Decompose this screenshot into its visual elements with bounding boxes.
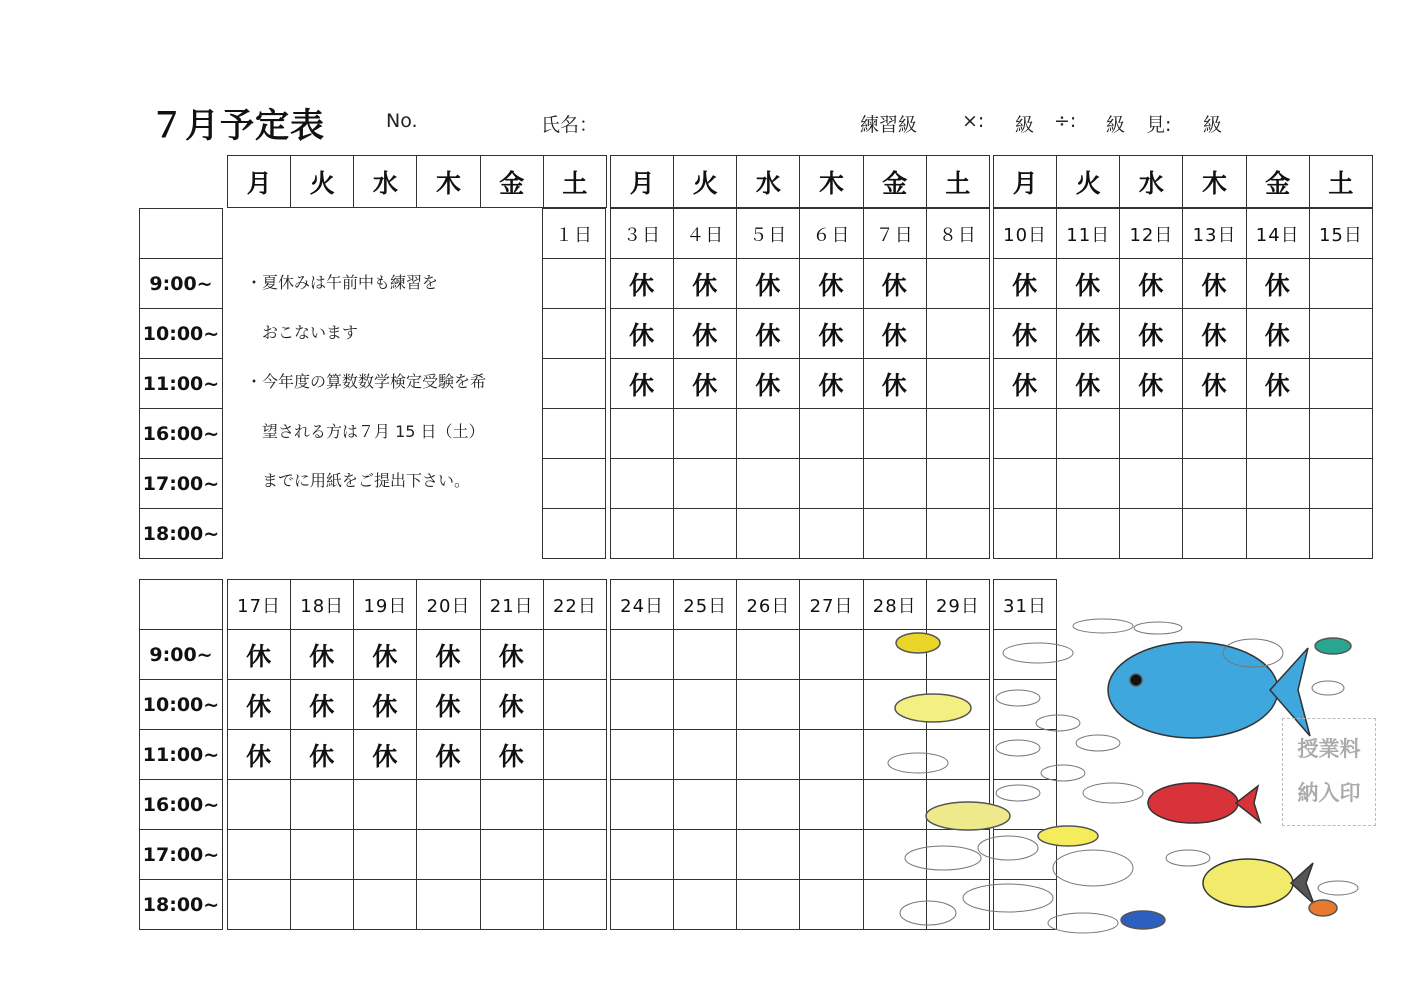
schedule-cell[interactable] <box>354 780 417 830</box>
schedule-cell[interactable] <box>926 409 989 459</box>
schedule-cell[interactable] <box>800 680 863 730</box>
weekday: 水 <box>737 156 800 208</box>
schedule-cell[interactable] <box>543 259 606 309</box>
date-cell: 21日 <box>480 580 543 630</box>
note-line: 望される方は７月 15 日（土） <box>262 421 485 441</box>
time-slot: 11:00~ <box>140 730 223 780</box>
closed-mark: 休 <box>417 630 480 680</box>
closed-mark: 休 <box>1120 309 1183 359</box>
schedule-cell[interactable] <box>1246 509 1309 559</box>
mental-calc-label: 見: <box>1146 114 1172 136</box>
division-label: ÷: <box>1054 110 1077 132</box>
schedule-cell[interactable] <box>1246 409 1309 459</box>
schedule-cell[interactable] <box>228 880 291 930</box>
weekday-header-block1 <box>227 155 607 208</box>
closed-mark: 休 <box>480 730 543 780</box>
schedule-cell[interactable] <box>291 830 354 880</box>
date-cell: 13日 <box>1183 209 1246 259</box>
schedule-cell[interactable] <box>1057 459 1120 509</box>
schedule-cell[interactable] <box>291 780 354 830</box>
closed-mark: 休 <box>863 259 926 309</box>
schedule-cell[interactable] <box>737 630 800 680</box>
schedule-cell[interactable] <box>354 880 417 930</box>
time-slot: 10:00~ <box>140 680 223 730</box>
schedule-cell[interactable] <box>800 830 863 880</box>
weekday: 火 <box>1057 156 1120 208</box>
schedule-cell[interactable] <box>543 459 606 509</box>
week4-grid <box>227 579 607 930</box>
time-slot: 18:00~ <box>140 509 223 559</box>
schedule-cell[interactable] <box>611 730 674 780</box>
time-slot: 16:00~ <box>140 780 223 830</box>
date-cell: 22日 <box>543 580 606 630</box>
schedule-cell[interactable] <box>926 259 989 309</box>
weekday: 火 <box>291 156 354 208</box>
date-cell: 10日 <box>994 209 1057 259</box>
tuition-stamp-box <box>1282 718 1376 826</box>
schedule-cell[interactable] <box>1120 509 1183 559</box>
closed-mark: 休 <box>291 730 354 780</box>
schedule-cell[interactable] <box>674 409 737 459</box>
schedule-cell[interactable] <box>800 730 863 780</box>
schedule-cell[interactable] <box>863 459 926 509</box>
closed-mark: 休 <box>354 730 417 780</box>
schedule-cell[interactable] <box>737 680 800 730</box>
practice-level-label: 練習級 <box>860 114 918 136</box>
time-slot: 9:00~ <box>140 259 223 309</box>
schedule-cell[interactable] <box>926 509 989 559</box>
note-line: ・夏休みは午前中も練習を <box>246 273 439 292</box>
date-cell: ５日 <box>737 209 800 259</box>
closed-mark: 休 <box>228 630 291 680</box>
date-cell: 31日 <box>994 580 1057 630</box>
closed-mark: 休 <box>1120 359 1183 409</box>
date-cell: 24日 <box>611 580 674 630</box>
schedule-cell[interactable] <box>543 359 606 409</box>
weekday: 月 <box>994 156 1057 208</box>
weekday: 金 <box>863 156 926 208</box>
weekday: 木 <box>417 156 480 208</box>
weekday: 月 <box>228 156 291 208</box>
schedule-cell[interactable] <box>1309 409 1372 459</box>
schedule-cell[interactable] <box>674 780 737 830</box>
date-cell: ６日 <box>800 209 863 259</box>
schedule-cell[interactable] <box>1309 359 1372 409</box>
schedule-cell[interactable] <box>543 730 606 780</box>
closed-mark: 休 <box>1183 259 1246 309</box>
closed-mark: 休 <box>674 309 737 359</box>
schedule-cell[interactable] <box>1057 409 1120 459</box>
closed-mark: 休 <box>1057 259 1120 309</box>
schedule-cell[interactable] <box>1183 509 1246 559</box>
schedule-cell[interactable] <box>800 630 863 680</box>
schedule-cell[interactable] <box>674 630 737 680</box>
schedule-cell[interactable] <box>543 680 606 730</box>
date-cell: ７日 <box>863 209 926 259</box>
date-cell: 29日 <box>926 580 989 630</box>
closed-mark: 休 <box>354 630 417 680</box>
schedule-cell[interactable] <box>737 880 800 930</box>
closed-mark: 休 <box>1183 309 1246 359</box>
closed-mark: 休 <box>863 359 926 409</box>
schedule-cell[interactable] <box>863 409 926 459</box>
time-slot: 9:00~ <box>140 630 223 680</box>
closed-mark: 休 <box>1120 259 1183 309</box>
multiplication-level-suffix: 級 <box>1015 114 1035 136</box>
weekday: 火 <box>674 156 737 208</box>
date-cell: 26日 <box>737 580 800 630</box>
schedule-cell[interactable] <box>737 459 800 509</box>
closed-mark: 休 <box>1246 359 1309 409</box>
schedule-cell[interactable] <box>543 309 606 359</box>
time-slot: 17:00~ <box>140 459 223 509</box>
schedule-cell[interactable] <box>1309 309 1372 359</box>
date-cell: 25日 <box>674 580 737 630</box>
week2-grid <box>610 208 990 559</box>
closed-mark: 休 <box>611 309 674 359</box>
time-column-bottom <box>139 579 223 930</box>
schedule-cell[interactable] <box>1309 259 1372 309</box>
red-fish-drawing <box>1148 783 1260 823</box>
date-cell: 27日 <box>800 580 863 630</box>
schedule-cell[interactable] <box>611 409 674 459</box>
weekday: 金 <box>1246 156 1309 208</box>
date-cell: 11日 <box>1057 209 1120 259</box>
schedule-cell[interactable] <box>674 459 737 509</box>
time-column-top <box>139 208 223 559</box>
weekday: 木 <box>800 156 863 208</box>
time-slot: 18:00~ <box>140 880 223 930</box>
schedule-cell[interactable] <box>737 409 800 459</box>
date-cell: 28日 <box>863 580 926 630</box>
schedule-cell[interactable] <box>674 680 737 730</box>
mental-calc-level-suffix: 級 <box>1203 114 1223 136</box>
note-line: ・今年度の算数数学検定受験を希 <box>246 372 487 391</box>
schedule-cell[interactable] <box>611 780 674 830</box>
closed-mark: 休 <box>1246 259 1309 309</box>
schedule-cell[interactable] <box>737 509 800 559</box>
weekday: 水 <box>1120 156 1183 208</box>
schedule-cell[interactable] <box>737 730 800 780</box>
schedule-cell[interactable] <box>480 780 543 830</box>
schedule-cell[interactable] <box>926 459 989 509</box>
schedule-cell[interactable] <box>994 409 1057 459</box>
closed-mark: 休 <box>611 359 674 409</box>
closed-mark: 休 <box>1246 309 1309 359</box>
stamp-label-line2: 納入印 <box>1297 781 1361 805</box>
schedule-cell[interactable] <box>543 830 606 880</box>
closed-mark: 休 <box>994 359 1057 409</box>
schedule-cell[interactable] <box>1120 409 1183 459</box>
multiplication-label: ×: <box>962 110 985 132</box>
schedule-cell[interactable] <box>611 509 674 559</box>
note-line: おこないます <box>262 322 359 342</box>
closed-mark: 休 <box>1057 309 1120 359</box>
closed-mark: 休 <box>674 359 737 409</box>
schedule-cell[interactable] <box>480 880 543 930</box>
weekday-header-block2 <box>610 155 990 208</box>
closed-mark: 休 <box>417 730 480 780</box>
schedule-cell[interactable] <box>1183 409 1246 459</box>
weekday: 水 <box>354 156 417 208</box>
schedule-cell[interactable] <box>674 880 737 930</box>
schedule-cell[interactable] <box>480 830 543 880</box>
stamp-label-line1: 授業料 <box>1297 737 1361 761</box>
note-line: までに用紙をご提出下さい。 <box>262 471 471 490</box>
closed-mark: 休 <box>228 680 291 730</box>
yellow-fish-drawing <box>1203 859 1314 907</box>
schedule-cell[interactable] <box>800 409 863 459</box>
date-cell: 19日 <box>354 580 417 630</box>
schedule-cell[interactable] <box>611 459 674 509</box>
schedule-cell[interactable] <box>354 830 417 880</box>
closed-mark: 休 <box>480 680 543 730</box>
notes <box>246 258 486 506</box>
schedule-cell[interactable] <box>611 630 674 680</box>
schedule-cell[interactable] <box>926 359 989 409</box>
schedule-cell[interactable] <box>737 780 800 830</box>
schedule-cell[interactable] <box>674 730 737 780</box>
date-cell: ８日 <box>926 209 989 259</box>
schedule-cell[interactable] <box>543 630 606 680</box>
schedule-cell[interactable] <box>674 830 737 880</box>
date-cell: 18日 <box>291 580 354 630</box>
schedule-cell[interactable] <box>737 830 800 880</box>
week3-grid <box>993 208 1373 559</box>
weekday: 土 <box>543 156 606 208</box>
schedule-cell[interactable] <box>543 780 606 830</box>
schedule-cell[interactable] <box>800 780 863 830</box>
closed-mark: 休 <box>800 309 863 359</box>
schedule-cell[interactable] <box>417 880 480 930</box>
division-level-suffix: 級 <box>1106 114 1126 136</box>
time-slot: 16:00~ <box>140 409 223 459</box>
schedule-cell[interactable] <box>228 780 291 830</box>
closed-mark: 休 <box>737 359 800 409</box>
schedule-cell[interactable] <box>228 830 291 880</box>
date-cell: １日 <box>543 209 606 259</box>
closed-mark: 休 <box>994 259 1057 309</box>
closed-mark: 休 <box>994 309 1057 359</box>
schedule-cell[interactable] <box>1246 459 1309 509</box>
schedule-cell[interactable] <box>1309 459 1372 509</box>
schedule-cell[interactable] <box>417 780 480 830</box>
closed-mark: 休 <box>228 730 291 780</box>
schedule-cell[interactable] <box>611 680 674 730</box>
closed-mark: 休 <box>417 680 480 730</box>
weekday: 月 <box>611 156 674 208</box>
time-slot: 17:00~ <box>140 830 223 880</box>
time-slot: 10:00~ <box>140 309 223 359</box>
date-cell: ３日 <box>611 209 674 259</box>
week1-grid <box>542 208 606 559</box>
closed-mark: 休 <box>674 259 737 309</box>
closed-mark: 休 <box>1057 359 1120 409</box>
name-label: 氏名： <box>541 114 599 136</box>
time-slot: 11:00~ <box>140 359 223 409</box>
date-cell: 20日 <box>417 580 480 630</box>
schedule-cell[interactable] <box>926 309 989 359</box>
schedule-cell[interactable] <box>800 880 863 930</box>
weekday: 土 <box>1309 156 1372 208</box>
closed-mark: 休 <box>800 359 863 409</box>
weekday: 木 <box>1183 156 1246 208</box>
closed-mark: 休 <box>737 259 800 309</box>
blue-fish-drawing <box>1108 642 1310 738</box>
schedule-cell[interactable] <box>1057 509 1120 559</box>
schedule-cell[interactable] <box>611 830 674 880</box>
schedule-cell[interactable] <box>543 409 606 459</box>
closed-mark: 休 <box>737 309 800 359</box>
page-title: ７月予定表 <box>150 106 325 146</box>
schedule-cell[interactable] <box>1309 509 1372 559</box>
weekday: 金 <box>480 156 543 208</box>
closed-mark: 休 <box>291 630 354 680</box>
schedule-cell[interactable] <box>543 880 606 930</box>
schedule-cell[interactable] <box>1120 459 1183 509</box>
date-cell: 17日 <box>228 580 291 630</box>
weekday-header-block3 <box>993 155 1373 208</box>
closed-mark: 休 <box>354 680 417 730</box>
schedule-cell[interactable] <box>800 509 863 559</box>
date-cell: 15日 <box>1309 209 1372 259</box>
date-cell: ４日 <box>674 209 737 259</box>
schedule-cell[interactable] <box>674 509 737 559</box>
weekday: 土 <box>926 156 989 208</box>
schedule-cell[interactable] <box>543 509 606 559</box>
schedule-cell[interactable] <box>291 880 354 930</box>
number-label: No. <box>386 110 418 132</box>
schedule-cell[interactable] <box>994 459 1057 509</box>
closed-mark: 休 <box>863 309 926 359</box>
schedule-cell[interactable] <box>1183 459 1246 509</box>
schedule-cell[interactable] <box>611 880 674 930</box>
closed-mark: 休 <box>611 259 674 309</box>
closed-mark: 休 <box>800 259 863 309</box>
date-cell: 14日 <box>1246 209 1309 259</box>
closed-mark: 休 <box>1183 359 1246 409</box>
schedule-cell[interactable] <box>863 509 926 559</box>
closed-mark: 休 <box>291 680 354 730</box>
schedule-cell[interactable] <box>800 459 863 509</box>
closed-mark: 休 <box>480 630 543 680</box>
schedule-cell[interactable] <box>417 830 480 880</box>
date-cell: 12日 <box>1120 209 1183 259</box>
schedule-cell[interactable] <box>994 509 1057 559</box>
